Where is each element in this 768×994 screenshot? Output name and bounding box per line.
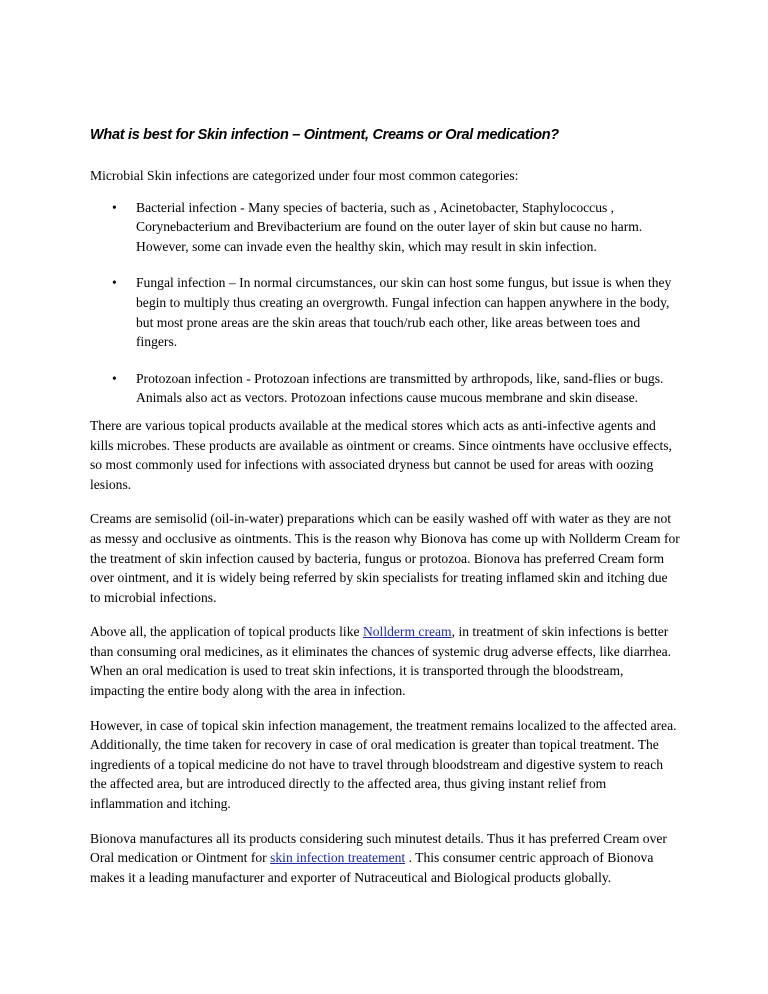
skin-infection-treatment-link[interactable]: skin infection treatement xyxy=(270,850,406,866)
list-item-text: Bacterial infection - Many species of bacteria, such as , Acinetobacter, Staphylococcus , Corynebacterium and Brevibacterium are found on the outer layer of skin but cause no harm. However, some can invade even the healthy skin, which may result in skin infection. xyxy=(136,199,643,254)
nollderm-cream-link[interactable]: Nollderm cream xyxy=(362,624,452,640)
list-item xyxy=(90,369,680,408)
list-item-text: Protozoan infection - Protozoan infections are transmitted by arthropods, like, sand-flies or bugs. Animals also act as vectors. Protozoan infections cause mucous membrane and skin disease. xyxy=(136,370,664,406)
infection-category-list xyxy=(90,198,680,408)
paragraph-topical-products: There are various topical products available at the medical stores which acts as anti-infective agents and kills microbes. These products are available as ointment or creams. Since ointments have occlusive effects, so most commonly used for infections with associated dryness but cannot be used for areas with oozing lesions. xyxy=(90,417,672,492)
paragraph-text: , in treatment of skin infections is better than consuming oral medicines, as it eliminates the chances of systemic drug adverse effects, like diarrhea. When an oral medication is used to treat skin infections, it is transported through the bloodstream, impacting the entire body along with the area in infection. xyxy=(90,624,672,699)
intro-paragraph: Microbial Skin infections are categorized under four most common categories: xyxy=(90,168,519,183)
paragraph-text: . This consumer centric approach of Bionova makes it a leading manufacturer and exporter of Nutraceutical and Biological products globally. xyxy=(90,850,654,885)
bullet-icon: • xyxy=(112,275,117,291)
paragraph-topical-vs-oral xyxy=(90,622,680,700)
paragraph-localized-treatment: However, in case of topical skin infection management, the treatment remains localized to the affected area. Additionally, the time taken for recovery in case of oral medication is greater than topical treatment. The ingredients of a topical medicine do not have to travel through bloodstream and digestive system to reach the affected area, but are introduced directly to the affected area, thus giving instant relief from inflammation and itching. xyxy=(90,717,677,812)
bullet-icon: • xyxy=(112,370,117,386)
document-body xyxy=(90,166,680,887)
document-page xyxy=(90,126,680,902)
bullet-icon: • xyxy=(112,199,117,215)
paragraph-creams: Creams are semisolid (oil-in-water) preparations which can be easily washed off with water as they are not as messy and occlusive as ointments. This is the reason why Bionova has come up with Nollderm Cream for the treatment of skin infection caused by bacteria, fungus or protozoa. Bionova has preferred Cream form over ointment, and it is widely being referred by skin specialists for treating inflamed skin and itching due to microbial infections. xyxy=(90,511,680,605)
paragraph-text: Above all, the application of topical products like xyxy=(90,624,363,640)
document-title: What is best for Skin infection – Ointment, Creams or Oral medication? xyxy=(90,127,559,143)
list-item xyxy=(90,273,680,351)
list-item xyxy=(90,198,680,257)
paragraph-text: Bionova manufactures all its products considering such minutest details. Thus it has preferred Cream over Oral medication or Ointment for xyxy=(90,830,667,866)
list-item-text: Fungal infection – In normal circumstances, our skin can host some fungus, but issue is when they begin to multiply thus creating an overgrowth. Fungal infection can happen anywhere in the body, but most prone areas are the skin areas that touch/rub each other, like areas between toes and fingers. xyxy=(136,275,672,350)
paragraph-bionova xyxy=(90,829,680,888)
